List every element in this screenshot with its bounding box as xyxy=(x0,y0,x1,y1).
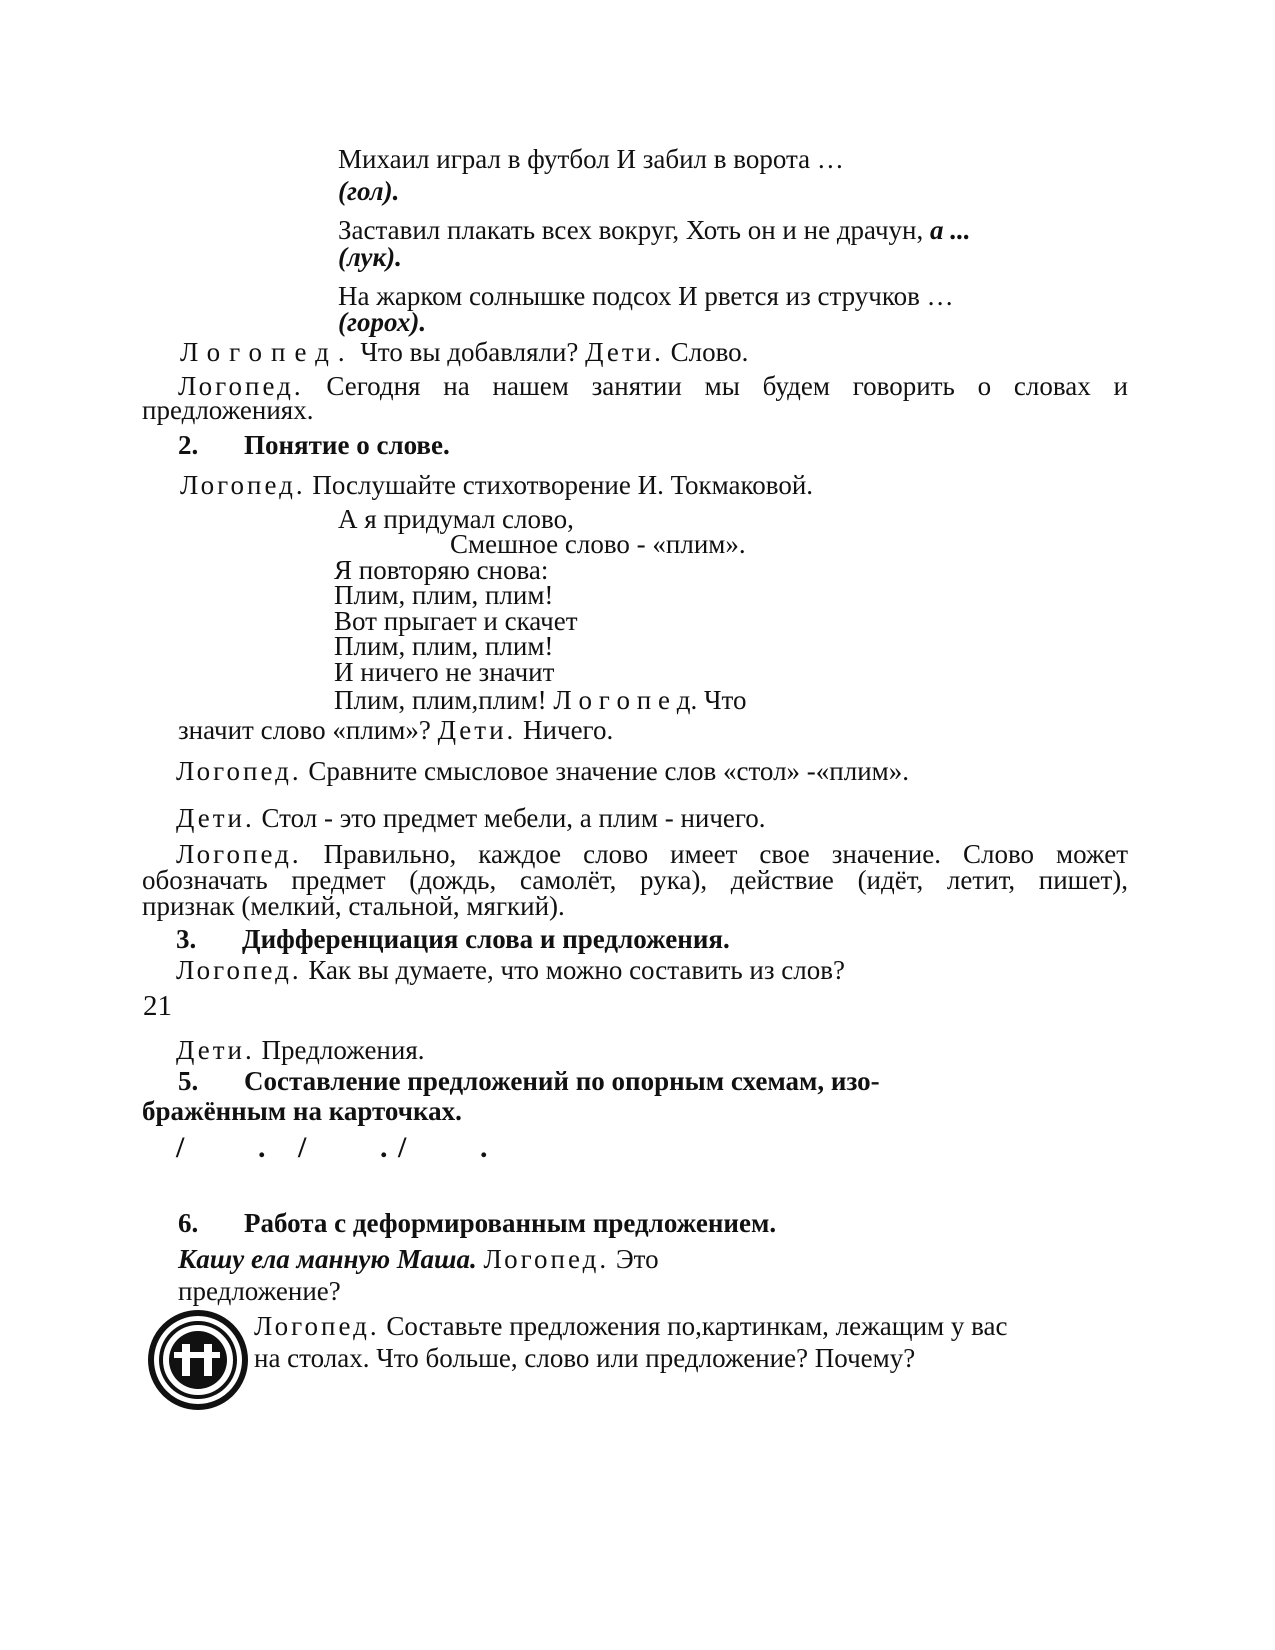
section-5-continuation: бражённым на карточках. xyxy=(142,1096,462,1126)
section-number: 2. xyxy=(178,430,199,460)
poem-line-3: Я повторяю снова: xyxy=(334,555,549,585)
dialogue-added xyxy=(180,339,748,366)
dialogue-think xyxy=(176,957,845,984)
scheme-dot-2: . xyxy=(380,1131,388,1164)
riddle-1-answer: (гол). xyxy=(338,176,400,206)
scheme-slash-2: / xyxy=(298,1131,307,1164)
paragraph-correct-line3: признак (мелкий, стальной, мягкий). xyxy=(142,891,565,921)
section-title: Понятие о слове. xyxy=(244,430,450,460)
compose-text-1: Составьте предложения по,картинкам, лежащим у вас xyxy=(386,1311,1008,1341)
answer-nothing: Ничего. xyxy=(523,715,614,745)
speaker-deti: Дети. xyxy=(176,1035,255,1065)
compose-text-2: на столах. Что больше, слово или предложение? Почему? xyxy=(254,1343,916,1373)
scheme-slash-3: / xyxy=(398,1131,407,1164)
speaker-logoped: Логопед. xyxy=(176,839,302,869)
today-text-1: Сегодня на нашем занятии мы будем говорить о словах и xyxy=(326,371,1128,401)
speaker-logoped: Логопед. xyxy=(178,371,304,401)
riddle-3-answer: (горох). xyxy=(338,307,427,337)
speaker-logoped: Логопед. xyxy=(176,955,302,985)
dialogue-deformed xyxy=(178,1246,659,1273)
section-title: Составление предложений по опорным схемам, изо- xyxy=(244,1066,880,1096)
sentences-text: Предложения. xyxy=(261,1035,425,1065)
section-title: Работа с деформированным предложением. xyxy=(244,1208,777,1238)
section-6-heading xyxy=(178,1210,776,1237)
section-5-heading xyxy=(178,1068,880,1095)
riddle-3: На жарком солнышке подсох И рвется из стручков … xyxy=(338,281,954,311)
dialogue-table xyxy=(176,805,766,832)
riddle-1: Михаил играл в футбол И забил в ворота … xyxy=(338,144,844,174)
riddle-2 xyxy=(338,217,970,244)
paragraph-correct-line2: обозначать предмет (дождь, самолёт, рука), действие (идёт, летит, пишет), xyxy=(142,865,1128,895)
paragraph-today-line2: предложениях. xyxy=(142,395,314,425)
this-text-2: предложение? xyxy=(178,1276,341,1306)
section-3-heading xyxy=(176,926,730,953)
correct-text-1: Правильно, каждое слово имеет свое значение. Слово может xyxy=(323,839,1128,869)
speaker-logoped: Логопед. xyxy=(176,756,302,786)
speaker-logoped: Логопед. xyxy=(180,337,354,367)
deformed-sentence: Кашу ела манную Маша. xyxy=(178,1244,477,1274)
section-number: 3. xyxy=(176,924,197,954)
dialogue-compose-line1 xyxy=(254,1313,1007,1340)
paragraph-correct-line1 xyxy=(150,841,1128,868)
poem-line-1: А я придумал слово, xyxy=(338,504,574,534)
speaker-logoped: Логопед. xyxy=(254,1311,380,1341)
dialogue-sentences xyxy=(176,1037,425,1064)
poem-line-2: Смешное слово - «плим». xyxy=(450,529,746,559)
speaker-logoped: Л о г о п е д. xyxy=(553,685,698,715)
what-text-2: значит слово «плим»? xyxy=(178,715,431,745)
poem-line-7: И ничего не значит xyxy=(334,657,555,687)
speaker-logoped: Логопед. xyxy=(483,1244,610,1274)
scheme-slash-1: / xyxy=(176,1131,185,1164)
page-number: 21 xyxy=(143,990,172,1022)
speaker-deti: Дети. xyxy=(585,337,664,367)
scheme-dot-1: . xyxy=(258,1131,266,1164)
think-text: Как вы думаете, что можно составить из слов? xyxy=(308,955,845,985)
section-2-heading xyxy=(178,432,450,459)
poem-line-4: Плим, плим, плим! xyxy=(334,580,554,610)
children-icon xyxy=(146,1308,250,1412)
riddle-2-tail: а ... xyxy=(929,215,971,245)
section-number: 6. xyxy=(178,1208,199,1238)
poem-line-8: Плим, плим,плим! xyxy=(334,685,547,715)
speaker-deti: Дети. xyxy=(176,803,255,833)
poem-last-line xyxy=(334,687,746,714)
what-text-1: Что xyxy=(703,685,747,715)
section-title: Дифференциация слова и предложения. xyxy=(242,924,730,954)
answer-word: Слово. xyxy=(670,337,749,367)
dialogue-compare xyxy=(176,758,909,785)
section-number: 5. xyxy=(178,1066,199,1096)
dialogue-listen xyxy=(180,472,813,499)
compare-text: Сравните смысловое значение слов «стол» -«плим». xyxy=(308,756,909,786)
riddle-2-answer: (лук). xyxy=(338,242,402,272)
listen-text: Послушайте стихотворение И. Токмаковой. xyxy=(312,470,814,500)
table-text: Стол - это предмет мебели, а плим - ничего. xyxy=(261,803,766,833)
poem-line-6: Плим, плим, плим! xyxy=(334,631,554,661)
this-text-1: Это xyxy=(615,1244,659,1274)
speaker-deti: Дети. xyxy=(437,715,517,745)
question-added: Что вы добавляли? xyxy=(360,337,579,367)
dialogue-meaning xyxy=(178,717,613,744)
speaker-logoped: Логопед. xyxy=(180,470,306,500)
riddle-2-text: Заставил плакать всех вокруг, Хоть он и не драчун, xyxy=(338,215,924,245)
poem-line-5: Вот прыгает и скачет xyxy=(334,606,578,636)
scheme-dot-3: . xyxy=(480,1131,488,1164)
